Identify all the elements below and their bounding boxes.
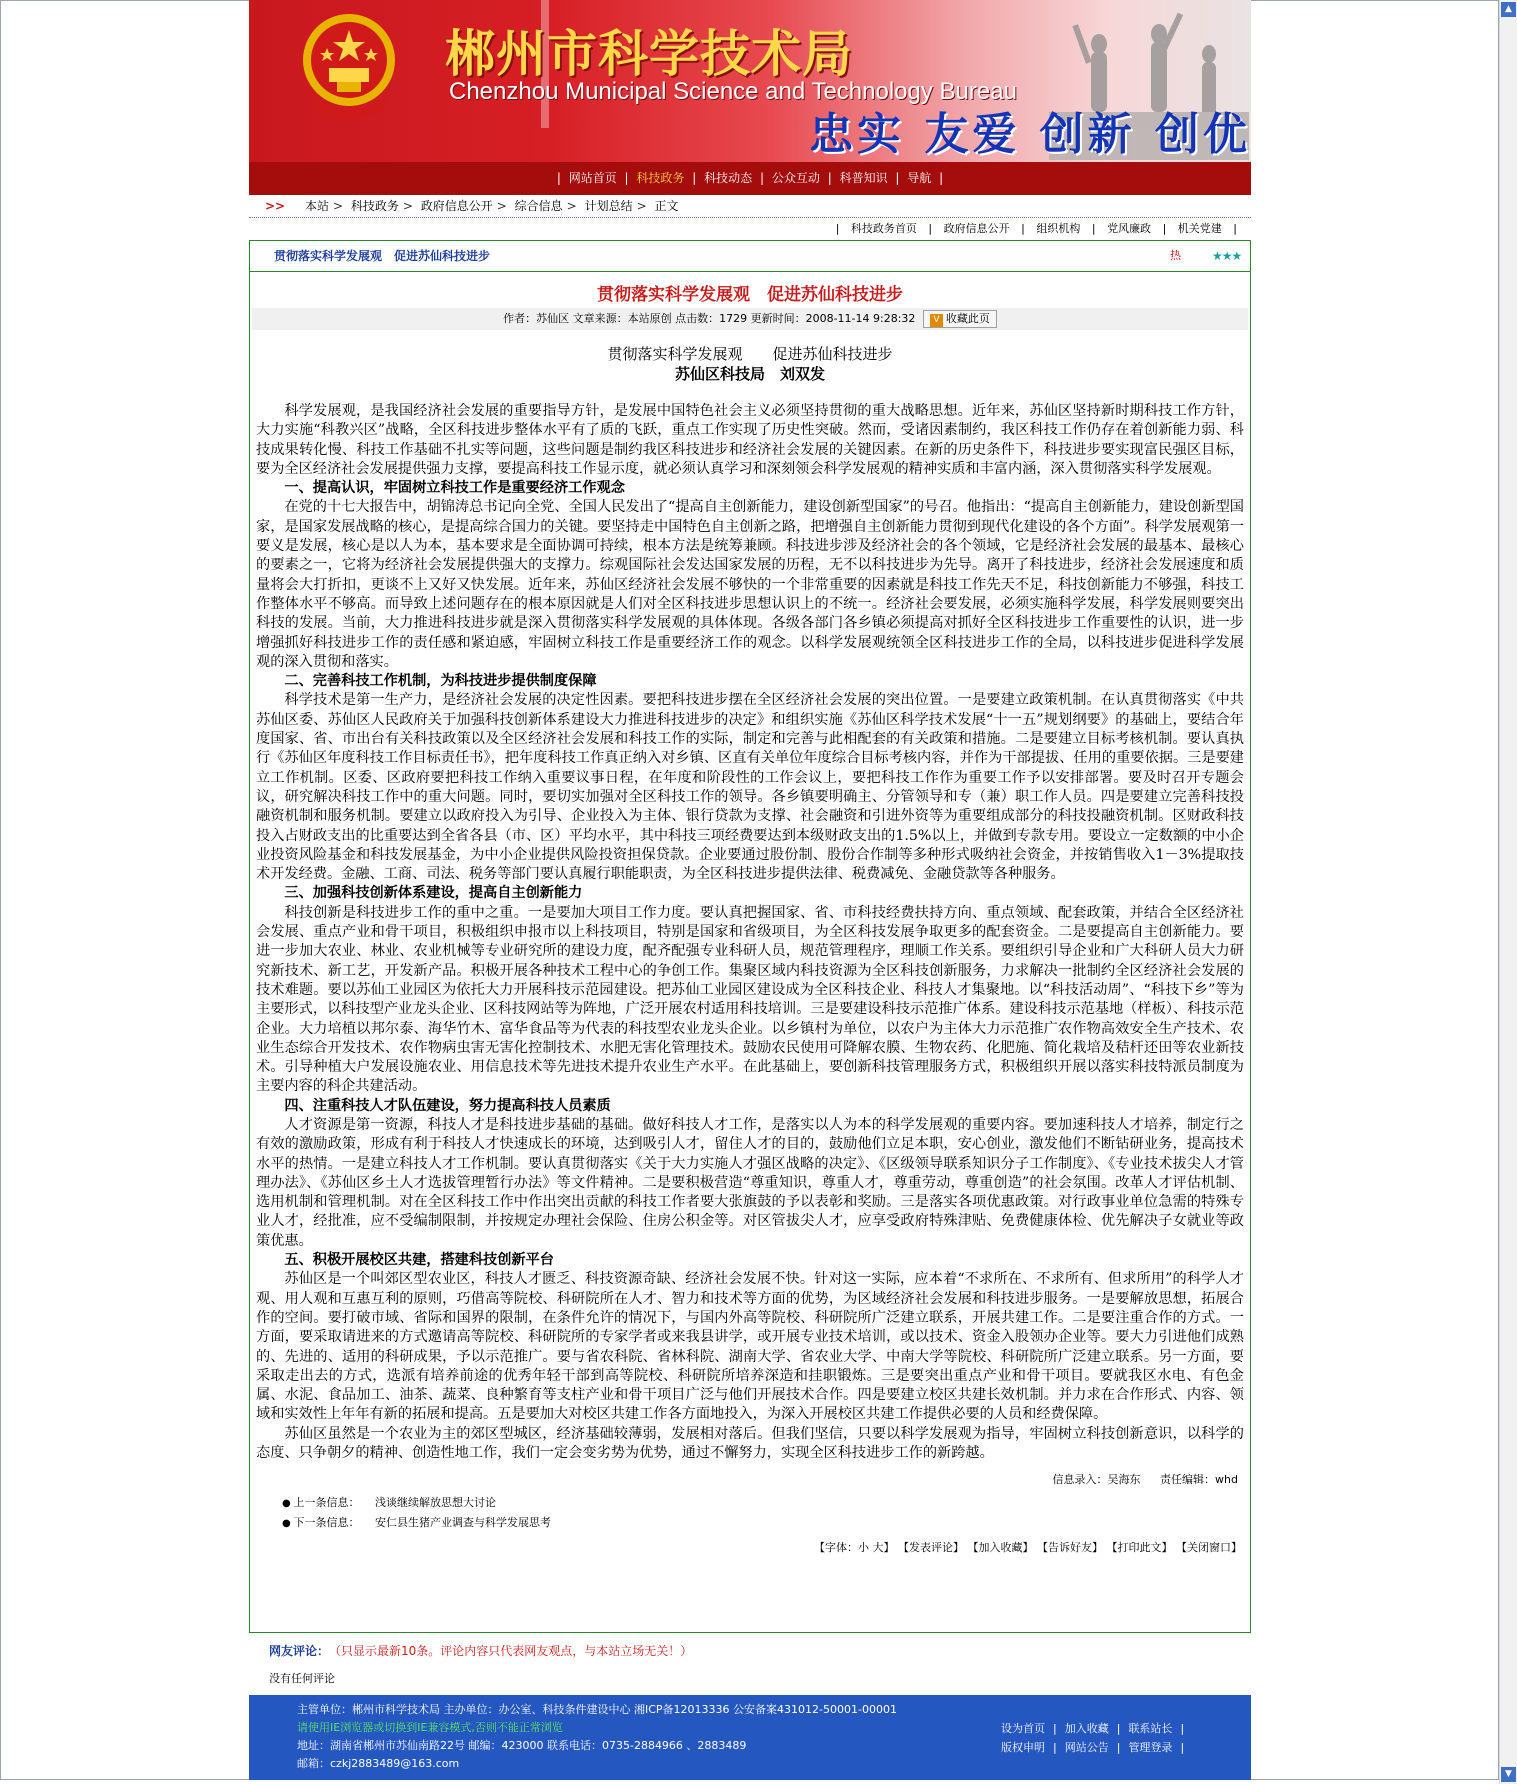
banner-slogan: 忠实 友爱 创新 创优 (809, 109, 1251, 160)
hot-badge: 热 (1170, 249, 1181, 262)
nav-item-home[interactable]: 网站首页 (568, 171, 617, 185)
add-favorite-link[interactable]: 【加入收藏】 (967, 1541, 1034, 1555)
breadcrumb-item[interactable]: 本站 (304, 199, 329, 213)
bullet-icon: ● (282, 1498, 291, 1510)
section-subnav: | 科技政务首页 | 政府信息公开 | 组织机构 | 党风廉政 | 机关党建 | (835, 222, 1237, 235)
article-title: 贯彻落实科学发展观 促进苏仙科技进步 (597, 285, 903, 305)
article-section-heading: 一、提高认识，牢固树立科技工作是重要经济工作观念 (284, 480, 625, 497)
close-window-link[interactable]: 【关闭窗口】 (1176, 1541, 1242, 1555)
article-paragraph: 科学技术是第一生产力，是经济社会发展的决定性因素。要把科技进步摆在全区经济社会发展的突出位置。一是要建立政策机制。在认真贯彻落实《中共苏仙区委、苏仙区人民政府关于加强科技创新体系建设大力推进科技进步的决定》和组织实施《苏仙区科学技术发展“十一五”规划纲要》的基础上，要结合年度国家、省、市出台有关科技政策以及全区经济社会发展和科技工作的实际，制定和完善与此相配套的有关政策和措施。二是要建立目标考核机制。要认真执行《苏仙区年度科技工作目标责任书》，把年度科技工作真正纳入对乡镇、区直有关单位年度综合目标考核内容，并作为干部提拔、任用的重要依据。三是要建立工作机制。区委、区政府要把科技工作纳入重要议事日程，在年度和阶段性的工作会议上，要把科技工作作为重要工作予以安排部署。要及时召开专题会议，研究解决科技工作中的重大问题。同时，要切实加强对全区科技工作的领导。各乡镇要明确主、分管领导和专（兼）职工作人员。四是要建立完善科技投融资机制和服务机制。要建立以政府投入为引导、企业投入为主体、银行贷款为支撑、社会融资和引进外资等为重要组成部分的科技投融资机制。区财政科技投入占财政支出的比重要达到全省各县（市、区）平均水平，其中科技三项经费要达到本级财政支出的1.5%以上，并做到专款专用。要设立一定数额的中小企业投资风险基金和科技发展基金，为中小企业提供风险投资担保贷款。企业要通过股份制、股份合作制等多种形式吸纳社会资金，并按销售收入1－3%提取技术开发经费。金融、工商、司法、税务等部门要认真履行职能职责，为全区科技进步提供法律、税费减免、金融贷款等各种服务。 (256, 692, 1244, 883)
article-paragraph: 人才资源是第一资源，科技人才是科技进步基础的基础。做好科技人才工作，是落实以人为本的科学发展观的重要内容。要加速科技人才培养，制定行之有效的激励政策，形成有利于科技人才快速成长的环境，达到吸引人才，留住人才的目的，鼓励他们立足本职，安心创业，激发他们不断钻研业务，提高技术水平的热情。一是建立科技人才工作机制。要认真贯彻落实《关于大力实施人才强区战略的决定》、《区级领导联系知识分子工作制度》、《专业技术拔尖人才管理办法》、《苏仙区乡土人才选拔管理暂行办法》等文件精神。二是要积极营造“尊重知识，尊重人才，尊重劳动，尊重创造”的社会氛围。改革人才评估机制、选用机制和管理机制。对在全区科技工作中作出突出贡献的科技工作者要大张旗鼓的予以表彰和奖励。三是落实各项优惠政策。对行政事业单位急需的特殊专业人才，经批准，应不受编制限制，并按规定办理社会保险、住房公积金等。对区管拔尖人才，应享受政府特殊津贴、免费健康体检、优先解决子女就业等政策优惠。 (256, 1116, 1244, 1249)
footer-links-row-2: 版权申明 | 网站公告 | 管理登录 | (1001, 1741, 1185, 1754)
breadcrumb-item[interactable]: 政府信息公开 (420, 199, 493, 213)
banner-subtitle: Chenzhou Municipal Science and Technology Bureau (449, 78, 1017, 105)
subnav-item[interactable]: 组织机构 (1036, 222, 1081, 235)
article-paragraph: 苏仙区虽然是一个农业为主的郊区型城区，经济基础较薄弱，发展相对落后。但我们坚信，只要以科学发展观为指导，牢固树立科技创新意识，以科学的态度、只争朝夕的精神、创造性地工作，我们一定会变劣势为优势，通过不懈努力，实现全区科技进步工作的新跨越。 (256, 1425, 1244, 1462)
footer-email-line: 邮箱：czkj2883489@163.com (297, 1757, 460, 1770)
nav-separator: | (895, 171, 900, 185)
breadcrumb-item[interactable]: 计划总结 (584, 199, 633, 213)
footer-owner-line: 主管单位：郴州市科学技术局 主办单位：办公室、科技条件建设中心 湘ICP备12013336 公安备案431012-50001-00001 (297, 1703, 897, 1716)
article-paragraph: 科学发展观，是我国经济社会发展的重要指导方针，是发展中国特色社会主义必须坚持贯彻的重大战略思想。近年来，苏仙区坚持新时期科技工作方针，大力实施“科教兴区”战略，全区科技进步整体水平有了质的飞跃，重点工作实现了历史性突破。然而，受诸因素制约，我区科技工作仍存在着创新能力弱、科技成果转化慢、科技工作基础不扎实等问题，这些问题是制约我区科技进步和经济社会发展的关键因素。在新的历史条件下，科技进步要实现富民强区目标，要为全区经济社会发展提供强力支撑，要提高科技工作显示度，就必须认真学习和深刻领会科学发展观的精神实质和丰富内涵，深入贯彻落实科学发展观。 (256, 403, 1244, 477)
nav-separator: | (556, 171, 561, 185)
comments-empty: 没有任何评论 (269, 1672, 335, 1685)
subnav-item[interactable]: 科技政务首页 (850, 222, 917, 235)
article-meta-text: 作者：苏仙区 文章来源：本站原创 点击数：1729 更新时间：2008-11-14 9:28:32 (503, 312, 916, 325)
rating-stars-icon: ★★★ (1212, 249, 1242, 263)
page-container (249, 0, 1251, 1770)
scroll-down-arrow-icon[interactable]: ▼ (1501, 1767, 1516, 1782)
font-size-tool[interactable]: 【字体：小 大】 (814, 1541, 895, 1555)
site-notice-link[interactable]: 网站公告 (1064, 1741, 1109, 1754)
panel-title: 贯彻落实科学发展观 促进苏仙科技进步 (274, 249, 491, 263)
banner-title: 郴州市科学技术局 (445, 25, 853, 83)
recorder-text: 信息录入：吴海东 (1052, 1473, 1141, 1487)
add-favorite-footer-link[interactable]: 加入收藏 (1064, 1722, 1109, 1735)
prev-article-label: 上一条信息： (293, 1496, 360, 1510)
article-subtitle: 贯彻落实科学发展观 促进苏仙科技进步 (607, 345, 893, 363)
comments-header (269, 1642, 692, 1659)
breadcrumb-current: 正文 (654, 199, 679, 213)
comments-title: 网友评论： (269, 1644, 330, 1658)
bookmark-label: 收藏此页 (945, 312, 990, 325)
national-emblem-icon (297, 10, 401, 122)
article-record-info (250, 1471, 1250, 1489)
nav-item-news[interactable]: 科技动态 (704, 171, 753, 185)
next-article-label: 下一条信息： (293, 1516, 360, 1530)
nav-separator: | (624, 171, 629, 185)
nav-separator: | (692, 171, 697, 185)
print-link[interactable]: 【打印此文】 (1106, 1541, 1173, 1555)
prev-article-row (282, 1493, 1250, 1513)
copyright-link[interactable]: 版权申明 (1001, 1741, 1045, 1754)
article-paragraph: 科技创新是科技进步工作的重中之重。一是要加大项目工作力度。要认真把握国家、省、市科技经费扶持方向、重点领域、配套政策，并结合全区经济社会发展、重点产业和骨干项目，积极组织申报市以上科技项目，特别是国家和省级项目，为全区科技发展争取更多的配套资金。二是要提高自主创新能力。要进一步加大农业、林业、农业机械等专业研究所的建设力度，配齐配强专业科研人员，规范管理程序，理顺工作关系。要组织引导企业和广大科研人员大力研究新技术、新工艺，开发新产品。积极开展各种技术工程中心的争创工作。集聚区域内科技资源为全区科技创新服务，力求解决一批制约全区经济社会发展的技术难题。要以苏仙工业园区为依托大力开展科技示范园建设。把苏仙工业园区建设成为全区科技企业、科技人才集聚地。以“科技活动周”、“科技下乡”等为主要形式，以科技型产业龙头企业、区科技网站等为阵地，广泛开展农村适用科技培训。三是要建设科技示范推广体系。建设科技示范基地（样板）、科技示范企业。大力培植以邦尔泰、海华竹木、富华食品等为代表的科技型农业龙头企业。以乡镇村为单位，以农户为主体大力示范推广农作物高效安全生产技术、农业生态综合开发技术、农作物病虫害无害化控制技术、水肥无害化管理技术。鼓励农民使用可降解农膜、生物农药、化肥施、简化栽培及秸杆还田等农业新技术。引导种植大户发展设施农业、用信息技术等先进技术提升农业生产水平。在此基础上，要创新科技管理服务方式，积极组织开展以落实科技特派员制度为主要内容的科企共建活动。 (256, 904, 1244, 1095)
article-section-heading: 三、加强科技创新体系建设，提高自主创新能力 (284, 885, 583, 902)
article-panel (249, 240, 1251, 1633)
bookmark-icon: V (930, 314, 943, 327)
next-article-link[interactable]: 安仁县生猪产业调查与科学发展思考 (375, 1516, 551, 1530)
article-panel-header (250, 241, 1250, 272)
nav-separator: | (939, 171, 944, 185)
admin-login-link[interactable]: 管理登录 (1128, 1741, 1173, 1754)
main-navbar (249, 162, 1251, 195)
comments-notice: （只显示最新10条。评论内容只代表网友观点，与本站立场无关！） (335, 1644, 693, 1658)
double-arrow-icon: >> (265, 199, 286, 213)
set-homepage-link[interactable]: 设为首页 (1001, 1722, 1045, 1735)
editor-text: 责任编辑：whd (1160, 1473, 1238, 1487)
footer-browser-notice: 请使用IE浏览器或切换到IE兼容模式,否则不能正常浏览 (297, 1721, 563, 1734)
footer-links-row-1: 设为首页 | 加入收藏 | 联系站长 | (1001, 1722, 1185, 1735)
article-section-heading: 四、注重科技人才队伍建设，努力提高科技人员素质 (284, 1097, 611, 1114)
site-banner (249, 0, 1251, 162)
article-paragraph: 苏仙区是一个叫郊区型农业区，科技人才匮乏、科技资源奇缺、经济社会发展不快。针对这一实际，应本着“不求所在、不求所有、但求所用”的科学人才观、用人观和互惠互利的原则，巧借高等院校、科研院所在人才、智力和技术等方面的优势，为区域经济社会发展和科技进步服务。一是要解放思想，拓展合作的空间。要打破市域、省际和国界的限制，在条件允许的情况下，与国内外高等院校、科研院所广泛建立联系，开展共建工作。二是要注重合作的方式。一方面，要采取请进来的方式邀请高等院校、科研院所的专家学者或来我县讲学，或开展专业技术培训，或以技术、资金入股领办企业等。要大力引进他们成熟的、先进的、适用的科研成果，予以示范推广。要与省农科院、省林科院、湖南大学、省农业大学、中南大学等院校、科研院所广泛建立联系。另一方面，要采取走出去的方式，选派有培养前途的优秀年轻干部到高等院校、科研院所培养深造和挂职锻炼。三是要突出重点产业和骨干项目。要就我区水电、有色金属、水泥、食品加工、油茶、蔬菜、良种繁育等支柱产业和骨干项目广泛与他们开展技术合作。四是要建立校区共建长效机制。并力求在合作形式、内容、领域和实效性上年年有新的拓展和提高。五是要加大对校区共建工作各方面地投入，为深入开展校区共建工作提供必要的人员和经费保障。 (256, 1271, 1244, 1423)
article-author-line: 苏仙区科技局 刘双发 (674, 365, 825, 383)
breadcrumb-item[interactable]: 科技政务 (350, 199, 399, 213)
bookmark-button[interactable] (923, 310, 997, 328)
post-comment-link[interactable]: 【发表评论】 (898, 1541, 964, 1555)
nav-item-interaction[interactable]: 公众互动 (771, 171, 820, 185)
article-tools (250, 1539, 1250, 1555)
breadcrumb: >> 本站 > 科技政务 > 政府信息公开 > 综合信息 > 计划总结 > 正文 (249, 195, 1251, 218)
nav-item-gov-affairs[interactable]: 科技政务 (636, 171, 685, 185)
subnav-item[interactable]: 政府信息公开 (943, 222, 1010, 235)
nav-item-science[interactable]: 科普知识 (839, 171, 888, 185)
article-section-heading: 二、完善科技工作机制，为科技进步提供制度保障 (284, 673, 597, 690)
article-body (250, 402, 1250, 1463)
article-meta (252, 308, 1248, 330)
contact-webmaster-link[interactable]: 联系站长 (1128, 1722, 1173, 1735)
vertical-scrollbar[interactable] (1499, 0, 1517, 1784)
scroll-up-arrow-icon[interactable]: ▲ (1501, 2, 1516, 17)
breadcrumb-item[interactable]: 综合信息 (514, 199, 563, 213)
tell-friend-link[interactable]: 【告诉好友】 (1037, 1541, 1103, 1555)
next-article-row (282, 1513, 1250, 1533)
article-paragraph: 在党的十七大报告中，胡锦涛总书记向全党、全国人民发出了“提高自主创新能力，建设创新型国家”的号召。他指出：“提高自主创新能力，建设创新型国家，是国家发展战略的核心，是提高综合国力的关键。要坚持走中国特色自主创新之路，把增强自主创新能力贯彻到现代化建设的各个方面”。科学发展观第一要义是发展，核心是以人为本，基本要求是全面协调可持续，根本方法是统筹兼顾。科技进步涉及经济社会的各个领域，它是经济社会发展的最基本、最核心的要素之一，它将为经济社会发展提供强大的支撑力。综观国际社会发达国家发展的历程，无不以科技进步为先导。离开了科技进步，经济社会发展速度和质量将会大打折扣，更谈不上又好又快发展。近年来，苏仙区经济社会发展不够快的一个非常重要的因素就是科技工作先天不足，科技创新能力不够强，科技工作整体水平不够高。而导致上述问题存在的根本原因就是人们对全区科技进步思想认识上的不统一。经济社会要发展，必须实施科学发展，科学发展则要突出科技的发展。当前，大力推进科技进步就是深入贯彻落实科学发展观的具体体现。各级各部门各乡镇必须提高对抓好全区科技进步工作重要性的认识，进一步增强抓好科技进步工作的责任感和紧迫感，牢固树立科技工作是重要经济工作的观念。以科学发展观统领全区科技进步工作的全局，以科技进步促进科学发展观的深入贯彻和落实。 (256, 499, 1244, 670)
subnav-item[interactable]: 机关党建 (1177, 222, 1222, 235)
article-section-heading: 五、积极开展校区共建，搭建科技创新平台 (284, 1252, 554, 1269)
footer-address-line: 地址：湖南省郴州市苏仙南路22号 邮编：423000 联系电话：0735-2884966 、2883489 (297, 1739, 747, 1752)
site-footer (249, 1695, 1251, 1780)
subnav-item[interactable]: 党风廉政 (1107, 222, 1152, 235)
article-navigation (250, 1493, 1250, 1533)
nav-item-guide[interactable]: 导航 (907, 171, 932, 185)
nav-separator: | (759, 171, 765, 185)
bullet-icon: ● (282, 1518, 291, 1530)
prev-article-link[interactable]: 浅谈继续解放思想大讨论 (375, 1496, 496, 1510)
nav-separator: | (827, 171, 832, 185)
